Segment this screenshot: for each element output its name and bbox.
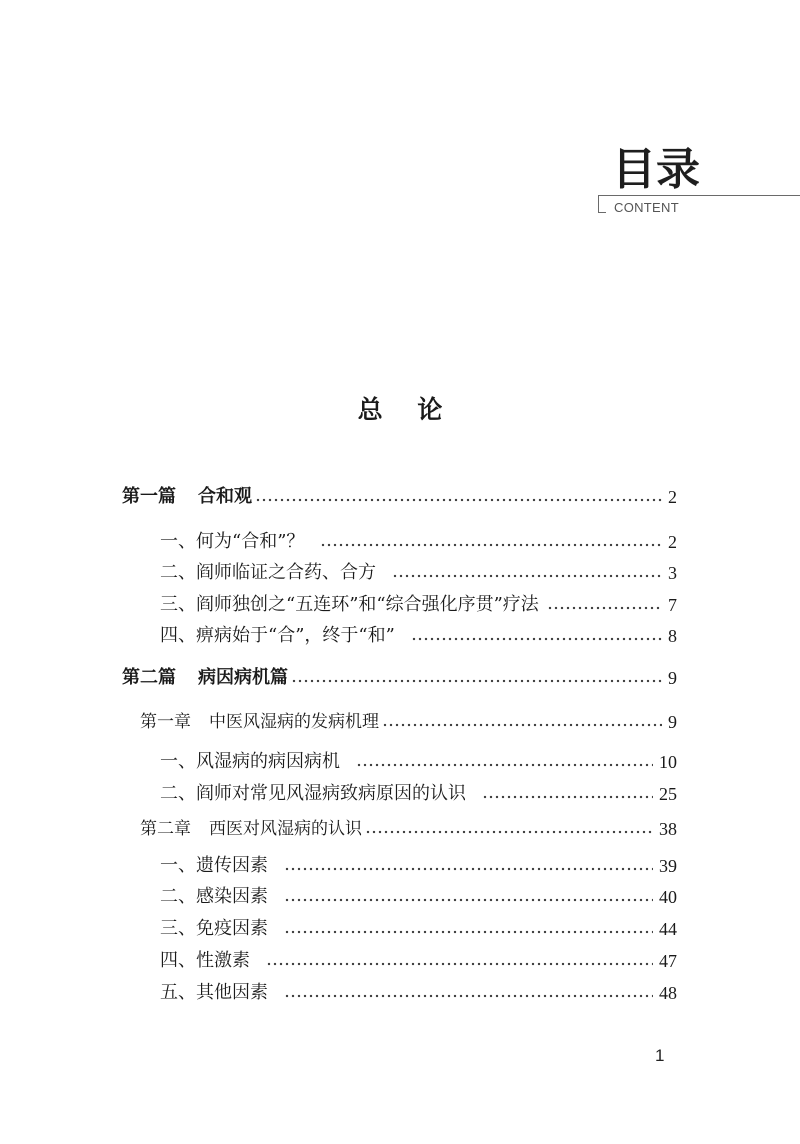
dot-leader [392,573,662,579]
dot-leader [547,605,662,611]
dot-leader [284,866,653,872]
toc-entry-title: 一、风湿病的病因病机 [160,751,340,772]
dot-leader [411,636,662,642]
toc-entry-title: 二、感染因素 [160,886,268,907]
toc-entry-title: 二、阎师对常见风湿病致病原因的认识 [160,783,466,804]
toc-entry-number: 第一篇 [122,486,176,507]
toc-entry-item [160,853,677,879]
toc-entry-page: 48 [659,983,677,1003]
toc-entry-title: 二、阎师临证之合药、合方 [160,562,376,583]
toc-entry-page: 39 [659,856,677,876]
toc-entry-title: 四、痹病始于“合”，终于“和” [160,625,395,646]
toc-subheading: CONTENT [614,200,679,215]
toc-entry-title: 一、何为“合和”？ [160,531,305,552]
dot-leader [365,829,653,835]
toc-entry-title: 五、其他因素 [160,982,268,1003]
toc-entry-item [160,560,677,586]
dot-leader [284,897,653,903]
toc-entry-title: 一、遗传因素 [160,855,268,876]
toc-entry-number: 第二篇 [122,667,176,688]
toc-entry-page: 7 [668,595,677,615]
toc-entry-part-2 [122,665,677,691]
dot-leader [291,678,662,684]
dot-leader [284,993,653,999]
toc-entry-title: 三、免疫因素 [160,918,268,939]
toc-entry-chapter-2 [140,816,677,842]
toc-entry-page: 40 [659,887,677,907]
toc-entry-page: 44 [659,919,677,939]
toc-entry-title: 合和观 [198,486,252,507]
dot-leader [382,722,662,728]
dot-leader [482,794,653,800]
dot-leader [255,497,662,503]
toc-entry-part-1 [122,484,677,510]
toc-entry-item [160,529,677,555]
toc-entry-page: 25 [659,784,677,804]
dot-leader [320,542,662,548]
toc-entry-title: 西医对风湿病的认识 [209,819,362,839]
dot-leader [284,929,653,935]
toc-entry-item [160,623,677,649]
dot-leader [356,762,653,768]
toc-entry-item [160,749,677,775]
toc-entry-page: 3 [668,563,677,583]
toc-entry-title: 四、性激素 [160,950,250,971]
toc-entry-page: 10 [659,752,677,772]
toc-entry-item [160,884,677,910]
header-bracket-horizontal [598,212,606,213]
toc-entry-item [160,948,677,974]
toc-entry-number: 第二章 [140,819,191,839]
toc-entry-page: 2 [668,487,677,507]
toc-entry-page: 9 [668,712,677,732]
toc-entry-title: 病因病机篇 [198,667,288,688]
toc-entry-page: 47 [659,951,677,971]
toc-entry-number: 第一章 [140,712,191,732]
page-number: 1 [655,1046,665,1065]
toc-entry-page: 38 [659,819,677,839]
header-rule [598,195,800,196]
header-bracket-vertical [598,196,599,213]
toc-entry-item [160,980,677,1006]
toc-entry-page: 2 [668,532,677,552]
toc-entry-item [160,781,677,807]
section-title: 总 论 [357,395,443,424]
toc-entry-item [160,592,677,618]
toc-entry-item [160,916,677,942]
toc-entry-page: 9 [668,668,677,688]
toc-entry-title: 三、阎师独创之“五连环”和“综合强化序贯”疗法 [160,594,539,615]
toc-entry-chapter-1 [140,709,677,735]
dot-leader [266,961,653,967]
toc-entry-title: 中医风湿病的发病机理 [209,712,379,732]
toc-entry-page: 8 [668,626,677,646]
toc-heading: 目录 [612,144,700,195]
